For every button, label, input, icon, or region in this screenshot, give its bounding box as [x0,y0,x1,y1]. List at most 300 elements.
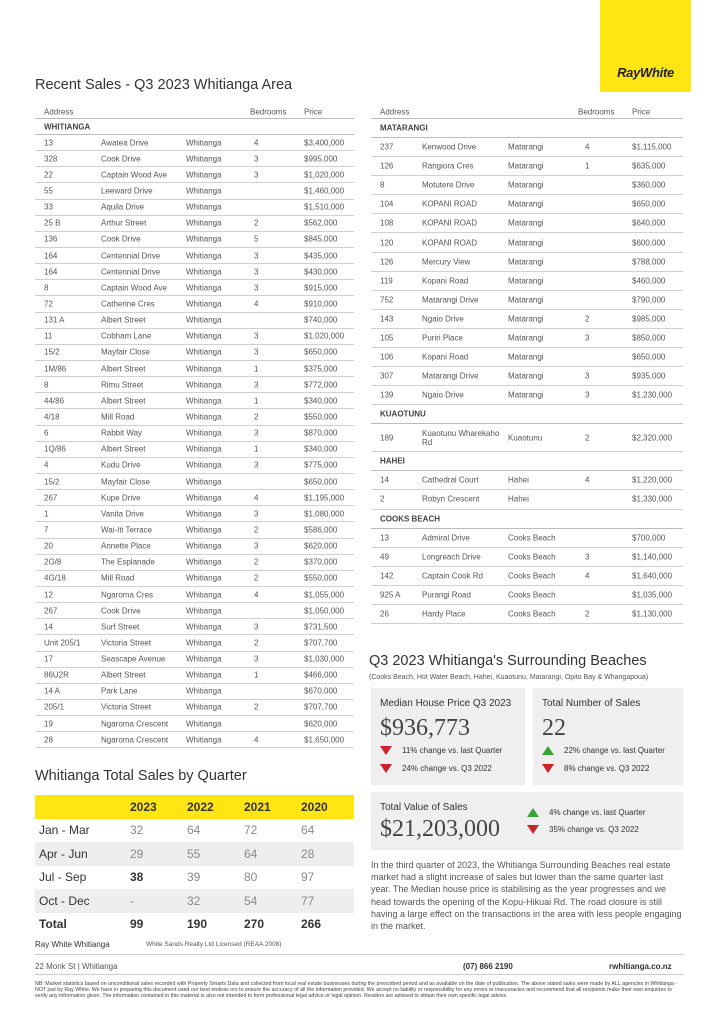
bedrooms: 2 [254,218,259,228]
median-value: $936,773 [380,715,470,741]
price: $935,000 [632,371,666,381]
table-row [35,409,354,425]
suburb: Whitianga [186,686,222,696]
unit-number: 126 [380,161,394,171]
section-label: KUAOTUNU [380,409,426,419]
suburb: Whitianga [186,477,222,487]
quarter-label: Oct - Dec [39,893,90,908]
bedrooms: 1 [585,161,590,171]
street-name: Catherine Cres [101,299,155,309]
table-row [35,522,354,538]
table-row [35,135,354,151]
price: $460,000 [632,276,666,286]
street-name: Awatea Drive [101,138,149,148]
street-name: Annette Place [101,541,151,551]
suburb: Matarangi [508,142,544,152]
price: $775,000 [304,460,338,470]
suburb: Whitianga [186,460,222,470]
street-name: Ngaroma Cres [101,590,154,599]
unit-number: 1Q/86 [44,444,66,454]
bedrooms: 2 [254,557,259,567]
bedrooms: 3 [585,390,590,400]
median-label: Median House Price Q3 2023 [380,698,512,709]
unit-number: 86U2R [44,670,69,680]
street-name: Cook Drive [101,606,141,616]
unit-number: 143 [380,314,394,324]
street-name: Albert Street [101,396,146,406]
price: $650,000 [632,199,666,209]
section-heading [371,119,683,138]
bedrooms: 4 [585,571,590,581]
suburb: Whitianga [186,138,222,148]
suburb: Whitianga [186,525,222,535]
bedrooms: 5 [254,234,259,244]
unit-number: 14 [380,475,389,485]
street-name: Cook Drive [101,234,141,244]
price: $435,000 [304,251,338,261]
street-name: Ngaroma Crescent [101,719,169,729]
unit-number: 119 [380,276,393,286]
quarter-value: 29 [130,846,144,861]
table-row [371,424,683,452]
table-row [35,345,354,361]
suburb: Matarangi [508,257,544,267]
table-row [35,700,354,716]
price: $620,000 [304,541,338,551]
street-name: Wai-Iti Terrace [101,525,153,535]
street-name: Albert Street [101,364,146,374]
street-name: Arthur Street [101,218,147,228]
quarter-value: - [130,893,134,908]
bedrooms: 4 [254,299,259,309]
price: $915,000 [304,283,338,293]
unit-number: 139 [380,390,394,400]
street-name: Seascape Avenue [101,654,166,664]
group-rows [371,424,683,452]
price: $466,000 [304,670,338,680]
price: $1,650,000 [304,735,345,745]
unit-number: 6 [44,428,49,438]
street-name: Surf Street [101,622,140,632]
suburb: Cooks Beach [508,533,556,543]
bedrooms: 3 [254,170,259,180]
street-name: Kopani Road [422,352,469,362]
down-arrow-icon [542,764,554,773]
bedrooms: 3 [254,380,259,390]
street-name: Kupe Drive [101,493,141,503]
price: $430,000 [304,267,338,277]
price: $700,000 [632,533,666,543]
price: $731,500 [304,622,338,632]
price: $650,000 [304,477,338,487]
price: $360,000 [632,180,666,190]
change-text: 4% change vs. last Quarter [549,808,646,817]
office-website[interactable]: rwhitianga.co.nz [609,962,672,971]
street-name: Victoria Street [101,702,152,712]
unit-number: 17 [44,654,53,664]
price: $2,320,000 [632,433,673,443]
quarter-value: 28 [301,846,315,861]
table-row [35,652,354,668]
year-header: 2022 [187,799,214,814]
quarter-row [35,889,354,913]
bedrooms: 2 [585,314,590,324]
section-heading [371,405,683,424]
brand-logo [600,0,691,92]
table-row [371,272,683,291]
price: $1,330,000 [632,494,673,504]
price: $340,000 [304,396,338,406]
suburb: Matarangi [508,371,544,381]
table-row [35,151,354,167]
suburb: Matarangi [508,180,544,190]
quarter-header-row [35,795,354,819]
unit-number: Unit 205/1 [44,638,81,648]
table-row [35,571,354,587]
table-row [371,291,683,310]
suburb: Whitianga [186,654,222,664]
year-header: 2023 [130,799,157,814]
quarter-value: 64 [187,823,201,838]
table-row [35,684,354,700]
bedrooms: 1 [254,670,259,680]
street-name: Cathedral Court [422,475,479,485]
suburb: Matarangi [508,161,544,171]
price: $1,080,000 [304,509,345,519]
unit-number: 8 [44,283,49,293]
quarter-label: Jan - Mar [39,823,90,838]
street-name: Mill Road [101,573,135,583]
price: $845,000 [304,234,338,244]
table-body [35,135,354,748]
quarter-value: 38 [130,870,144,885]
quarter-table [35,795,354,936]
price: $1,130,000 [632,609,673,619]
table-row [371,310,683,329]
table-row [371,386,683,405]
change-text: 22% change vs. last Quarter [564,746,665,755]
price: $707,700 [304,638,338,648]
number-value: 22 [542,715,566,741]
suburb: Matarangi [508,314,544,324]
group-rows [371,471,683,509]
quarter-row [35,842,354,866]
license-text: White Sands Realty Ltd Licensed (REAA 2008) [146,941,282,948]
value-amount: $21,203,000 [380,816,500,842]
price: $670,000 [304,686,338,696]
section-label: MATARANGI [380,123,428,133]
bedrooms: 4 [254,735,259,745]
unit-number: 33 [44,202,53,212]
street-name: Cobham Lane [101,331,152,341]
table-row [35,264,354,280]
table-row [35,361,354,377]
unit-number: 26 [380,609,389,619]
street-name: KOPANI ROAD [422,218,477,228]
unit-number: 267 [44,606,58,616]
street-name: Purangi Road [422,590,471,600]
price: $788,000 [632,257,666,267]
price: $1,195,000 [304,493,345,503]
street-name: Rimu Street [101,380,144,390]
whitianga-sales-table [35,105,354,748]
table-row [35,183,354,199]
total-value: 99 [130,917,144,932]
table-row [35,280,354,296]
suburb: Whitianga [186,380,222,390]
quarter-value: 97 [301,870,315,885]
suburb: Whitianga [186,283,222,293]
table-row [35,555,354,571]
table-row [371,233,683,252]
number-of-sales-card [533,688,683,785]
quarter-value: 55 [187,846,201,861]
beaches-subtitle: (Cooks Beach, Hot Water Beach, Hahei, Kuaotunu, Matarangi, Opito Bay & Whangapoua) [369,674,649,681]
suburb: Whitianga [186,364,222,374]
unit-number: 120 [380,238,394,248]
suburb: Whitianga [186,509,222,519]
table-row [35,248,354,264]
unit-number: 19 [44,719,53,729]
table-row [35,313,354,329]
bedrooms: 3 [254,509,259,519]
quarter-value: 80 [244,870,258,885]
price: $1,460,000 [304,186,345,196]
beaches-title: Q3 2023 Whitianga's Surrounding Beaches [369,653,647,669]
change-text: 24% change vs. Q3 2022 [402,764,492,773]
suburb: Whitianga [186,573,222,583]
price: $586,000 [304,525,338,535]
suburb: Matarangi [508,295,544,305]
price: $910,000 [304,299,338,309]
table-row [35,732,354,748]
price: $1,230,000 [632,390,673,400]
quarter-value: 64 [244,846,258,861]
quarter-label: Jul - Sep [39,870,87,885]
total-value-card [371,792,683,850]
suburb: Kuaotunu [508,433,543,443]
unit-number: 15/2 [44,347,60,357]
price: $3,400,000 [304,138,345,148]
total-label: Total [39,917,67,932]
down-arrow-icon [527,825,539,834]
street-name: Ngaio Drive [422,390,464,400]
table-row [371,176,683,195]
street-name: Albert Street [101,444,146,454]
unit-number: 8 [44,380,49,390]
bedrooms: 3 [254,428,259,438]
price-header: Price [304,107,323,116]
table-row [371,605,683,624]
table-row [371,138,683,157]
unit-number: 752 [380,295,394,305]
unit-number: 1 [44,509,49,519]
unit-number: 1M/86 [44,364,67,374]
down-arrow-icon [380,746,392,755]
table-row [371,195,683,214]
price: $1,115,000 [632,142,672,152]
quarter-total-row [35,913,354,937]
unit-number: 12 [44,590,53,599]
table-row [371,367,683,386]
bedrooms: 3 [254,154,259,164]
page-title: Recent Sales - Q3 2023 Whitianga Area [35,77,293,93]
street-name: Mayfair Close [101,477,150,487]
unit-number: 237 [380,142,394,152]
suburb: Whitianga [186,557,222,567]
price: $1,140,000 [632,552,673,562]
unit-number: 142 [380,571,394,581]
price: $650,000 [304,347,338,357]
street-name: Longreach Drive [422,552,481,562]
unit-number: 11 [44,331,53,341]
table-row [35,232,354,248]
street-name: Leeward Drive [101,186,153,196]
street-name: The Esplanade [101,557,155,567]
suburb: Cooks Beach [508,609,556,619]
table-row [371,253,683,272]
unit-number: 20 [44,541,53,551]
suburb: Whitianga [186,315,222,325]
bedrooms: 2 [254,573,259,583]
unit-number: 7 [44,525,49,535]
bedrooms: 4 [585,142,590,152]
suburb: Whitianga [186,412,222,422]
table-header [35,105,354,119]
unit-number: 44/86 [44,396,65,406]
table-header [371,105,683,119]
table-row [371,329,683,348]
year-header: 2020 [301,799,328,814]
table-row [35,296,354,312]
unit-number: 2 [380,494,385,504]
value-label: Total Value of Sales [380,802,468,813]
price: $550,000 [304,412,338,422]
quarter-value: 54 [244,893,258,908]
table-row [371,567,683,586]
bedrooms: 2 [254,412,259,422]
address-header: Address [44,107,74,116]
table-row [371,157,683,176]
total-value: 266 [301,917,322,932]
quarter-value: 32 [130,823,144,838]
section-label: HAHEI [380,456,405,466]
table-row [371,490,683,509]
bedrooms-header: Bedrooms [578,107,615,116]
street-name: Albert Street [101,315,146,325]
unit-number: 106 [380,352,394,362]
bedrooms: 2 [585,609,590,619]
street-name: Captain Wood Ave [101,283,167,293]
price: $1,510,000 [304,202,345,212]
table-row [35,167,354,183]
table-row [35,603,354,619]
quarter-row [35,819,354,843]
median-change-year [380,764,492,773]
price: $1,020,000 [304,170,345,180]
suburb: Cooks Beach [508,590,556,600]
suburb: Whitianga [186,202,222,212]
price: $1,020,000 [304,331,345,341]
quarter-label: Apr - Jun [39,846,88,861]
bedrooms: 2 [254,525,259,535]
footer-divider [35,954,684,955]
unit-number: 13 [380,533,389,543]
price: $790,000 [632,295,666,305]
unit-number: 105 [380,333,394,343]
price: $1,050,000 [304,606,345,616]
street-name: Hardy Place [422,609,466,619]
surrounding-sales-table [371,105,683,624]
unit-number: 14 [44,622,53,632]
price: $740,000 [304,315,338,325]
bedrooms: 3 [254,541,259,551]
section-label: WHITIANGA [44,122,91,131]
logo-text: RayWhite [617,65,674,80]
unit-number: 164 [44,267,58,277]
change-text: 11% change vs. last Quarter [402,746,503,755]
bedrooms: 1 [254,364,259,374]
up-arrow-icon [527,808,539,817]
street-name: Ngaroma Crescent [101,735,169,745]
table-row [371,529,683,548]
bedrooms: 3 [254,251,259,261]
down-arrow-icon [380,764,392,773]
bedrooms: 3 [254,267,259,277]
suburb: Whitianga [186,218,222,228]
price: $985,000 [632,314,666,324]
street-name: Centennial Drive [101,251,161,261]
section-heading [371,510,683,529]
price: $1,030,000 [304,654,345,664]
suburb: Whitianga [186,154,222,164]
unit-number: 55 [44,186,53,196]
unit-number: 15/2 [44,477,60,487]
quarter-value: 64 [301,823,315,838]
suburb: Cooks Beach [508,571,556,581]
suburb: Matarangi [508,238,544,248]
change-text: 8% change vs. Q3 2022 [564,764,650,773]
table-row [35,426,354,442]
total-value: 270 [244,917,265,932]
price: $370,000 [304,557,338,567]
table-row [371,548,683,567]
table-row [35,474,354,490]
bedrooms: 4 [585,475,590,485]
price: $1,220,000 [632,475,673,485]
suburb: Whitianga [186,493,222,503]
suburb: Whitianga [186,702,222,712]
unit-number: 328 [44,154,58,164]
price: $620,000 [304,719,338,729]
price-header: Price [632,107,651,116]
unit-number: 925 A [380,590,401,600]
office-phone[interactable]: (07) 866 2190 [463,962,513,971]
section-heading [35,119,354,135]
quarter-title: Whitianga Total Sales by Quarter [35,768,247,784]
unit-number: 13 [44,138,53,148]
value-change-quarter [527,808,646,817]
suburb: Hahei [508,475,529,485]
unit-number: 28 [44,735,53,745]
bedrooms: 1 [254,444,259,454]
suburb: Whitianga [186,428,222,438]
unit-number: 126 [380,257,394,267]
bedrooms: 3 [585,552,590,562]
unit-number: 72 [44,299,53,309]
table-row [35,635,354,651]
bedrooms: 3 [585,371,590,381]
